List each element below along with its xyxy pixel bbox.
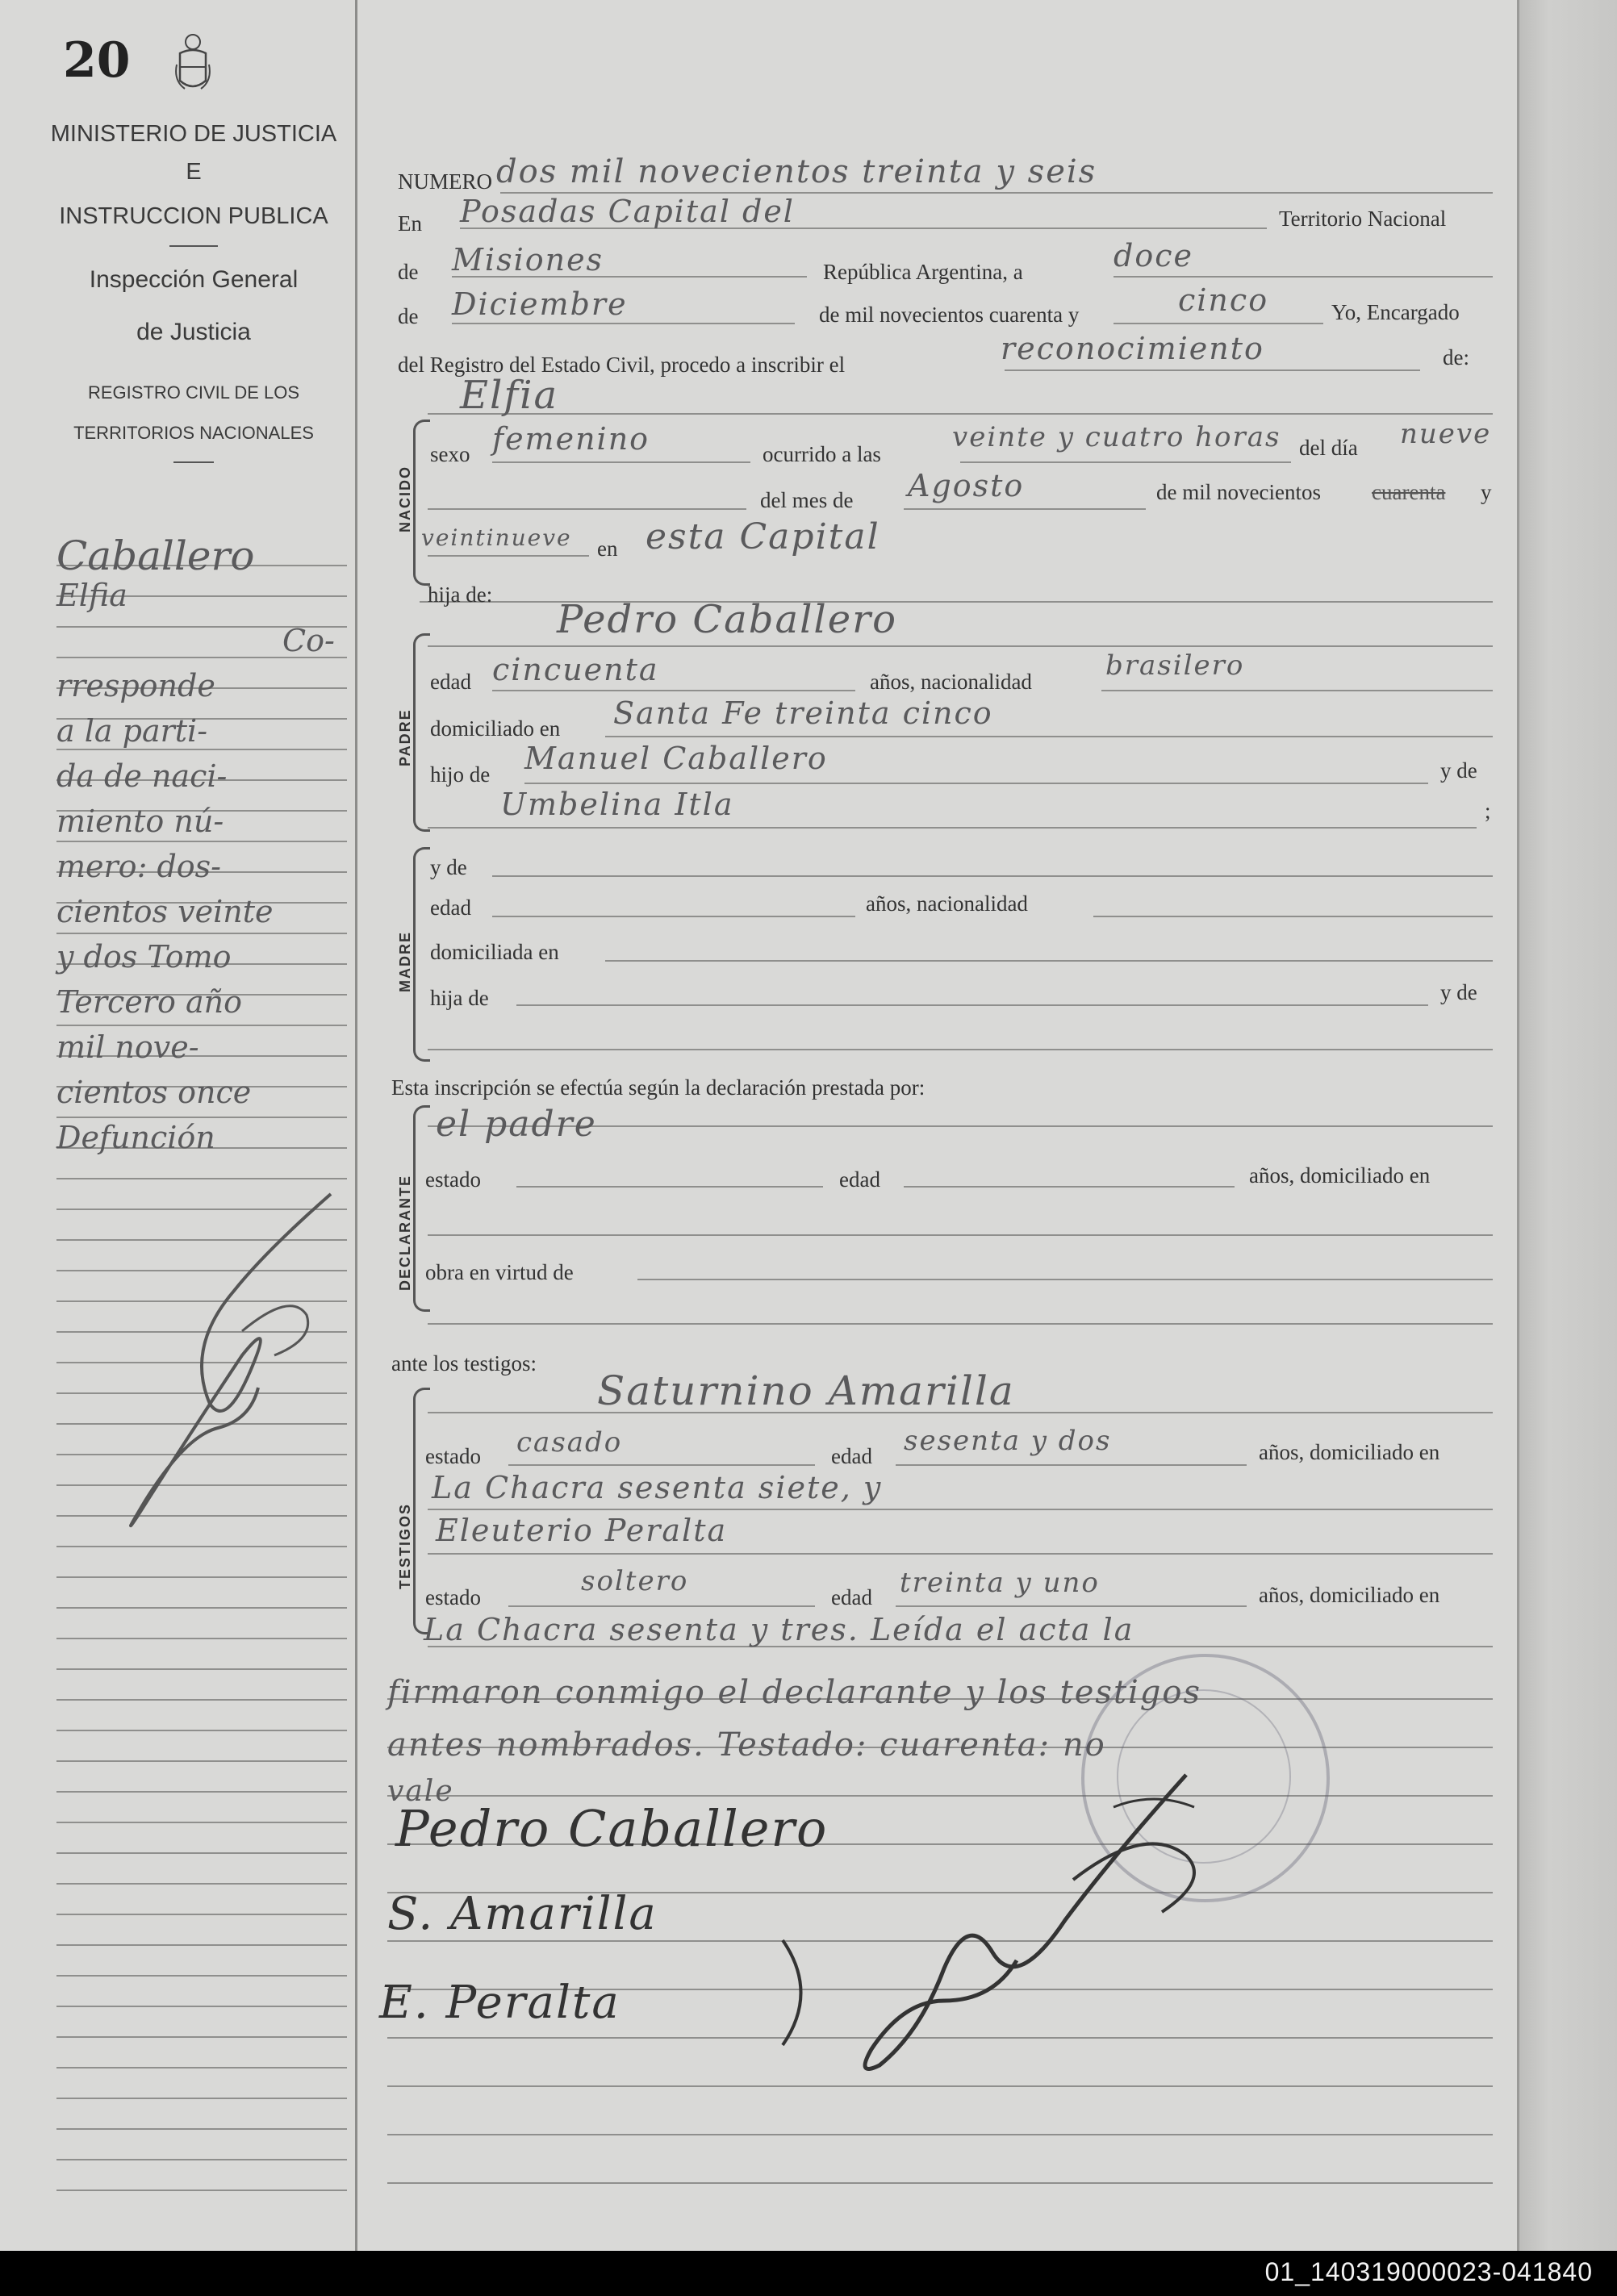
page-number: 20: [63, 32, 131, 89]
madre-dom-label: domiciliada en: [430, 940, 559, 964]
padre-dom-value: Santa Fe treinta cinco: [613, 695, 993, 731]
margin-rule: [56, 2006, 347, 2007]
margin-rule: [56, 1576, 347, 1578]
encargado-label: Yo, Encargado: [1331, 300, 1460, 324]
anio-struck: cuarenta: [1372, 480, 1446, 504]
t2-nombre: Eleuterio Peralta: [436, 1513, 728, 1548]
closing-line-3: vale: [387, 1775, 454, 1808]
t1-estado: casado: [516, 1426, 623, 1459]
margin-rule: [56, 1638, 347, 1639]
padre-brace: [413, 633, 430, 832]
anio-value: veintinueve: [421, 524, 572, 551]
form-rule: [508, 1605, 815, 1607]
margin-rule: [56, 1117, 347, 1118]
header-divider: [169, 245, 218, 247]
form-rule: [896, 1464, 1247, 1466]
padre-section-label: PADRE: [397, 708, 413, 766]
padre-hijo-value: Manuel Caballero: [524, 741, 828, 776]
ministry-line1: MINISTERIO DE JUSTICIA: [50, 121, 337, 147]
form-rule: [637, 1279, 1493, 1280]
form-rule: [605, 960, 1493, 962]
numero-value: dos mil novecientos treinta y seis: [496, 153, 1097, 190]
numero-label: NUMERO: [398, 169, 493, 194]
madre-hija-label: hija de: [430, 986, 489, 1010]
de2-label: de: [398, 304, 419, 328]
registrar-signature: [807, 1759, 1226, 2085]
form-rule: [387, 2085, 1493, 2087]
mes-value: Agosto: [908, 468, 1025, 503]
padre-hijo-label: hijo de: [430, 762, 491, 787]
month-value: Diciembre: [452, 286, 628, 322]
marginal-note-line: y dos Tomo: [56, 939, 232, 975]
binding-edge: [1517, 0, 1617, 2251]
closing-line-1: firmaron conmigo el declarante y los testigos: [387, 1674, 1202, 1711]
t1-anos-label: años, domiciliado en: [1259, 1440, 1440, 1464]
marginal-note-line: Elfia: [56, 578, 127, 613]
signature-pedro: Pedro Caballero: [395, 1799, 829, 1858]
closing-line-2: antes nombrados. Testado: cuarenta: no: [387, 1726, 1106, 1764]
padre-y-de-label: y de: [1440, 758, 1477, 783]
margin-rule: [56, 1607, 347, 1609]
inspection-line1: Inspección General: [89, 266, 299, 293]
madre-y-de-label: y de: [430, 855, 467, 879]
signature-amarilla: S. Amarilla: [387, 1888, 658, 1940]
padre-nac-value: brasilero: [1105, 649, 1245, 682]
form-rule: [428, 1509, 1493, 1510]
form-rule: [508, 1464, 815, 1466]
form-rule: [452, 323, 795, 324]
header-divider-2: [173, 461, 214, 463]
name-value: Elfia: [460, 373, 559, 418]
padre-edad-label: edad: [430, 670, 471, 694]
margin-rule: [56, 1944, 347, 1946]
en-value: Posadas Capital del: [460, 194, 795, 229]
declarante-section-label: DECLARANTE: [397, 1175, 413, 1291]
hora-value: veinte y cuatro horas: [952, 421, 1281, 453]
t2-anos-label: años, domiciliado en: [1259, 1583, 1440, 1607]
lugar-value: esta Capital: [646, 516, 880, 557]
t1-dom: La Chacra sesenta siete, y: [432, 1470, 883, 1505]
anio-y: y: [1481, 480, 1492, 504]
form-rule: [492, 461, 750, 463]
margin-rule: [56, 1760, 347, 1762]
testigos-label: ante los testigos:: [391, 1351, 537, 1376]
nacido-section-label: NACIDO: [397, 465, 413, 532]
margin-rule: [56, 1975, 347, 1977]
form-rule: [492, 916, 855, 917]
image-id-label: 01_140319000023-041840: [1264, 2257, 1593, 2286]
form-rule: [492, 875, 1493, 877]
de-value: Misiones: [452, 242, 604, 278]
madre-y-de2-label: y de: [1440, 980, 1477, 1004]
margin-rule: [56, 2036, 347, 2038]
marginal-note-line: Tercero año: [56, 984, 242, 1020]
form-rule: [605, 736, 1493, 737]
marginal-note-line: da de naci-: [56, 758, 228, 794]
margin-rule: [56, 1699, 347, 1701]
margin-rule: [56, 749, 347, 750]
registro-label: del Registro del Estado Civil, procedo a inscribir el: [398, 353, 846, 377]
form-rule: [896, 1605, 1247, 1607]
form-rule: [428, 1234, 1493, 1236]
padre-semicolon: ;: [1485, 799, 1491, 823]
form-rule: [428, 508, 746, 510]
margin-rule: [56, 933, 347, 934]
ocurrido-label: ocurrido a las: [763, 442, 881, 466]
lugar-en-label: en: [597, 536, 618, 561]
form-rule: [387, 2134, 1493, 2135]
form-rule: [428, 827, 1477, 829]
year-value: cinco: [1178, 282, 1269, 318]
marginal-note-line: Caballero: [56, 532, 255, 579]
registry-line2: TERRITORIOS NACIONALES: [73, 423, 314, 443]
anio-label: de mil novecientos: [1156, 480, 1321, 504]
republica-label: República Argentina, a: [823, 260, 1023, 284]
form-rule: [1114, 276, 1493, 278]
marginal-note-line: a la parti-: [56, 713, 208, 749]
declaracion-label: Esta inscripción se efectúa según la declaración prestada por:: [391, 1075, 925, 1100]
hijo-label: hija de:: [428, 582, 493, 607]
form-rule: [516, 1186, 823, 1188]
declarante-nombre: el padre: [436, 1104, 597, 1145]
marginal-note-line: mero: dos-: [56, 849, 221, 884]
margin-rule: [56, 1791, 347, 1793]
form-rule: [1101, 690, 1493, 691]
t1-nombre: Saturnino Amarilla: [597, 1367, 1015, 1414]
dia-value: nueve: [1400, 418, 1492, 450]
acto-value: reconocimiento: [1001, 331, 1264, 366]
padre-dom-label: domiciliado en: [430, 716, 561, 741]
ministry-line2: E: [186, 159, 202, 185]
form-rule: [516, 1004, 1428, 1006]
en-label: En: [398, 211, 422, 236]
form-rule: [428, 645, 1493, 647]
margin-rule: [56, 2159, 347, 2160]
madre-nac-label: años, nacionalidad: [866, 891, 1028, 916]
t2-edad: treinta y uno: [900, 1567, 1100, 1599]
sexo-label: sexo: [430, 442, 470, 466]
margin-rule: [56, 1822, 347, 1823]
form-rule: [428, 555, 589, 557]
marginal-note-line: cientos veinte: [56, 894, 274, 929]
sexo-value: femenino: [492, 421, 650, 457]
t1-edad-label: edad: [831, 1444, 872, 1468]
declarante-estado-label: estado: [425, 1167, 481, 1192]
form-rule: [387, 2182, 1493, 2184]
form-rule: [428, 413, 1493, 415]
obra-label: obra en virtud de: [425, 1260, 574, 1284]
form-rule: [1093, 916, 1493, 917]
t2-estado: soltero: [581, 1565, 689, 1597]
margin-divider: [355, 0, 357, 2251]
padre-madre-value: Umbelina Itla: [500, 787, 734, 822]
margin-rule: [56, 1025, 347, 1026]
form-rule: [492, 690, 855, 691]
de3-label: de:: [1443, 345, 1469, 369]
form-rule: [428, 1049, 1493, 1050]
t2-estado-label: estado: [425, 1585, 481, 1609]
form-rule: [904, 508, 1146, 510]
form-rule: [904, 1186, 1235, 1188]
madre-section-label: MADRE: [397, 931, 413, 992]
margin-rule: [56, 2098, 347, 2099]
padre-nac-label: años, nacionalidad: [870, 670, 1032, 694]
marginal-note-line: mil nove-: [56, 1029, 199, 1065]
margin-rule: [56, 2128, 347, 2130]
margin-rule: [56, 1730, 347, 1731]
margin-rule: [56, 841, 347, 842]
t2-dom: La Chacra sesenta y tres. Leída el acta la: [424, 1612, 1134, 1647]
margin-rule: [56, 2067, 347, 2068]
year-label: de mil novecientos cuarenta y: [819, 303, 1080, 327]
form-rule: [428, 1323, 1493, 1325]
margin-rule: [56, 1883, 347, 1885]
inspection-line2: de Justicia: [136, 319, 251, 345]
marginal-note-line: Defunción: [56, 1120, 215, 1155]
t1-edad: sesenta y dos: [904, 1425, 1112, 1457]
de-label: de: [398, 260, 419, 284]
margin-rule: [56, 1852, 347, 1854]
margin-signature: [89, 1162, 355, 1553]
madre-edad-label: edad: [430, 895, 471, 920]
registry-line1: REGISTRO CIVIL DE LOS: [87, 382, 300, 403]
padre-nombre: Pedro Caballero: [557, 597, 898, 642]
day-value: doce: [1114, 238, 1193, 273]
margin-rule: [56, 1914, 347, 1915]
marginal-note-line: Co-: [282, 623, 335, 658]
t1-estado-label: estado: [425, 1444, 481, 1468]
signature-peralta: E. Peralta: [379, 1977, 620, 2029]
testigos-section-label: TESTIGOS: [397, 1502, 413, 1589]
mes-label: del mes de: [760, 488, 854, 512]
margin-rule: [56, 1668, 347, 1670]
padre-edad-value: cincuenta: [492, 652, 659, 687]
marginal-note-line: rresponde: [56, 668, 215, 703]
declarante-anos-label: años, domiciliado en: [1249, 1163, 1431, 1188]
marginal-note-line: cientos once: [56, 1075, 252, 1110]
ministry-line3: INSTRUCCION PUBLICA: [59, 203, 328, 229]
marginal-note-line: miento nú-: [56, 804, 224, 839]
declarante-edad-label: edad: [839, 1167, 880, 1192]
form-rule: [428, 1553, 1493, 1555]
dia-label: del día: [1299, 436, 1358, 460]
form-rule: [1005, 369, 1420, 371]
form-rule: [524, 783, 1428, 784]
form-rule: [960, 461, 1291, 463]
territorio-label: Territorio Nacional: [1279, 207, 1447, 231]
t2-edad-label: edad: [831, 1585, 872, 1609]
form-rule: [1114, 323, 1323, 324]
madre-brace: [413, 847, 430, 1062]
coat-of-arms-icon: [173, 32, 212, 95]
margin-rule: [56, 2190, 347, 2191]
nacido-brace: [413, 420, 430, 586]
